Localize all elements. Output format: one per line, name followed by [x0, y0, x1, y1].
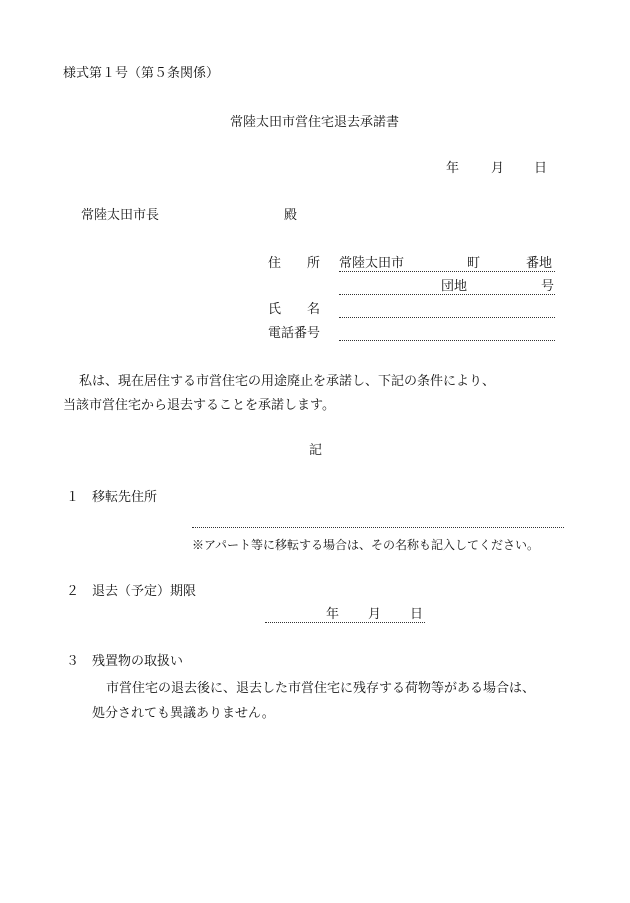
deadline-date-field[interactable]	[265, 622, 425, 623]
item-heading: 残置物の取扱い	[92, 654, 184, 669]
address-line-1[interactable]	[339, 271, 555, 272]
item-heading: 退去（予定）期限	[92, 584, 197, 599]
address-city: 常陸太田市	[339, 256, 405, 271]
item-text-line-2: 処分されても異議ありません。	[92, 706, 275, 721]
ki-heading: 記	[309, 443, 323, 458]
document-title: 常陸太田市営住宅退去承諾書	[230, 115, 400, 130]
address-lot: 番地	[526, 256, 553, 271]
date-year: 年	[446, 161, 460, 176]
item-number: ２	[66, 584, 80, 599]
address-label: 住 所	[268, 256, 321, 271]
form-number: 様式第１号（第５条関係）	[63, 66, 220, 81]
address-complex: 団地	[441, 279, 468, 294]
item-number: １	[66, 490, 80, 505]
deadline-day: 日	[410, 607, 424, 622]
item-text-line-1: 市営住宅の退去後に、退去した市営住宅に残存する荷物等がある場合は、	[106, 681, 536, 696]
item-number: ３	[66, 654, 80, 669]
address-unit: 号	[541, 279, 555, 294]
phone-label: 電話番号	[268, 326, 321, 341]
deadline-year: 年	[326, 607, 340, 622]
addressee-honorific: 殿	[284, 208, 298, 223]
item-heading: 移転先住所	[92, 490, 158, 505]
body-line-1: 私は、現在居住する市営住宅の用途廃止を承諾し、下記の条件により、	[79, 374, 496, 389]
date-month: 月	[491, 161, 505, 176]
phone-field[interactable]	[339, 340, 555, 341]
relocation-note: ※アパート等に移転する場合は、その名称も記入してください。	[192, 538, 540, 552]
body-line-2: 当該市営住宅から退去することを承諾します。	[63, 398, 335, 413]
addressee-name: 常陸太田市長	[81, 208, 160, 223]
address-town: 町	[467, 256, 481, 271]
name-label: 氏 名	[268, 302, 321, 317]
relocation-address-field[interactable]	[192, 527, 564, 528]
deadline-month: 月	[368, 607, 382, 622]
name-field[interactable]	[339, 317, 555, 318]
date-day: 日	[534, 161, 548, 176]
